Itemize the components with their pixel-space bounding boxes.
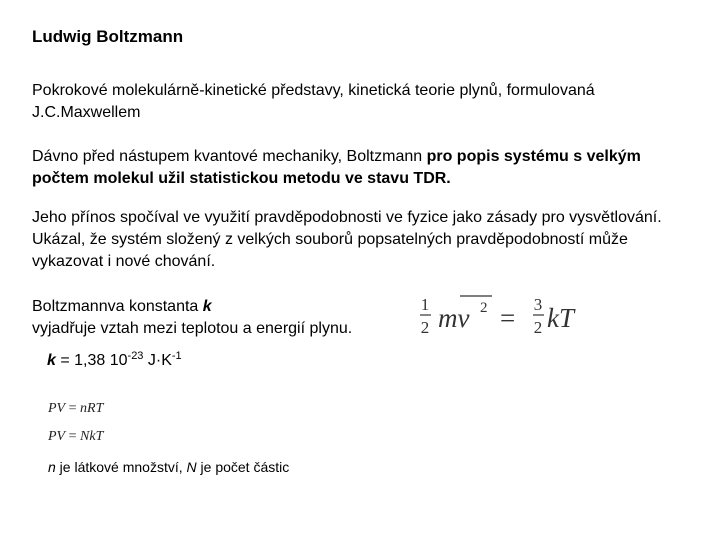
pv2-lhs: PV [48, 429, 66, 444]
pv1-equals: = [65, 401, 81, 416]
pv2-rhs: NkT [80, 429, 104, 444]
eq-rhs-numerator: 3 [533, 295, 543, 314]
eq-rhs-expression: kT [547, 303, 574, 333]
note-N: N [186, 459, 197, 475]
paragraph-probability: Jeho přínos spočíval ve využití pravděpodobnosti ve fyzice jako zásady pro vysvětlování. Ukázal, že systém složený z velkých souborů popsatelných pravděpodobností může vykazovat i nové chování. [32, 209, 662, 270]
paragraph-boltzmann-constant [32, 296, 412, 340]
constant-symbol-k: k [202, 298, 212, 315]
pv1-lhs: PV [48, 401, 66, 416]
paragraph-statistical-method [32, 146, 672, 190]
constant-intro-text: Boltzmannva konstanta [32, 298, 203, 315]
eq-equals: = [500, 303, 516, 333]
eq-lhs-numerator: 1 [420, 295, 430, 314]
eq-lhs-denominator: 2 [420, 318, 430, 337]
note-text2: je počet částic [196, 459, 290, 475]
constant-value-symbol: k [47, 352, 56, 369]
constant-value-exponent: -23 [127, 350, 144, 362]
pv2-equals: = [65, 429, 81, 444]
eq-lhs-expression: mv [438, 303, 470, 333]
equation-ideal-gas-molar [48, 401, 103, 417]
constant-value-unit: J·K [143, 352, 172, 369]
paragraph-statistical-method-plain: Dávno před nástupem kvantové mechaniky, Boltzmann [32, 148, 427, 165]
pv1-rhs: nRT [80, 401, 104, 416]
constant-unit-exponent: -1 [171, 350, 182, 362]
page-title: Ludwig Boltzmann [32, 27, 184, 46]
equation-ideal-gas-particles [48, 429, 103, 445]
constant-value [47, 352, 182, 370]
constant-value-number: = 1,38 10 [55, 352, 128, 369]
constant-description: vyjadřuje vztah mezi teplotou a energií plynu. [32, 320, 353, 337]
equation-kinetic-energy [420, 288, 590, 340]
paragraph-kinetic-theory: Pokrokové molekulárně-kinetické představy, kinetická teorie plynů, formulovaná J.C.Maxwellem [32, 82, 595, 121]
note-n: n [48, 459, 56, 475]
paragraph-statistical-method-bold: pro popis systému s velkým počtem molekul užil statistickou metodu ve stavu TDR. [32, 148, 641, 187]
note-text1: je látkové množství, [55, 459, 187, 475]
eq-lhs-power: 2 [480, 300, 488, 316]
variables-note [48, 459, 289, 475]
eq-rhs-denominator: 2 [533, 318, 543, 337]
